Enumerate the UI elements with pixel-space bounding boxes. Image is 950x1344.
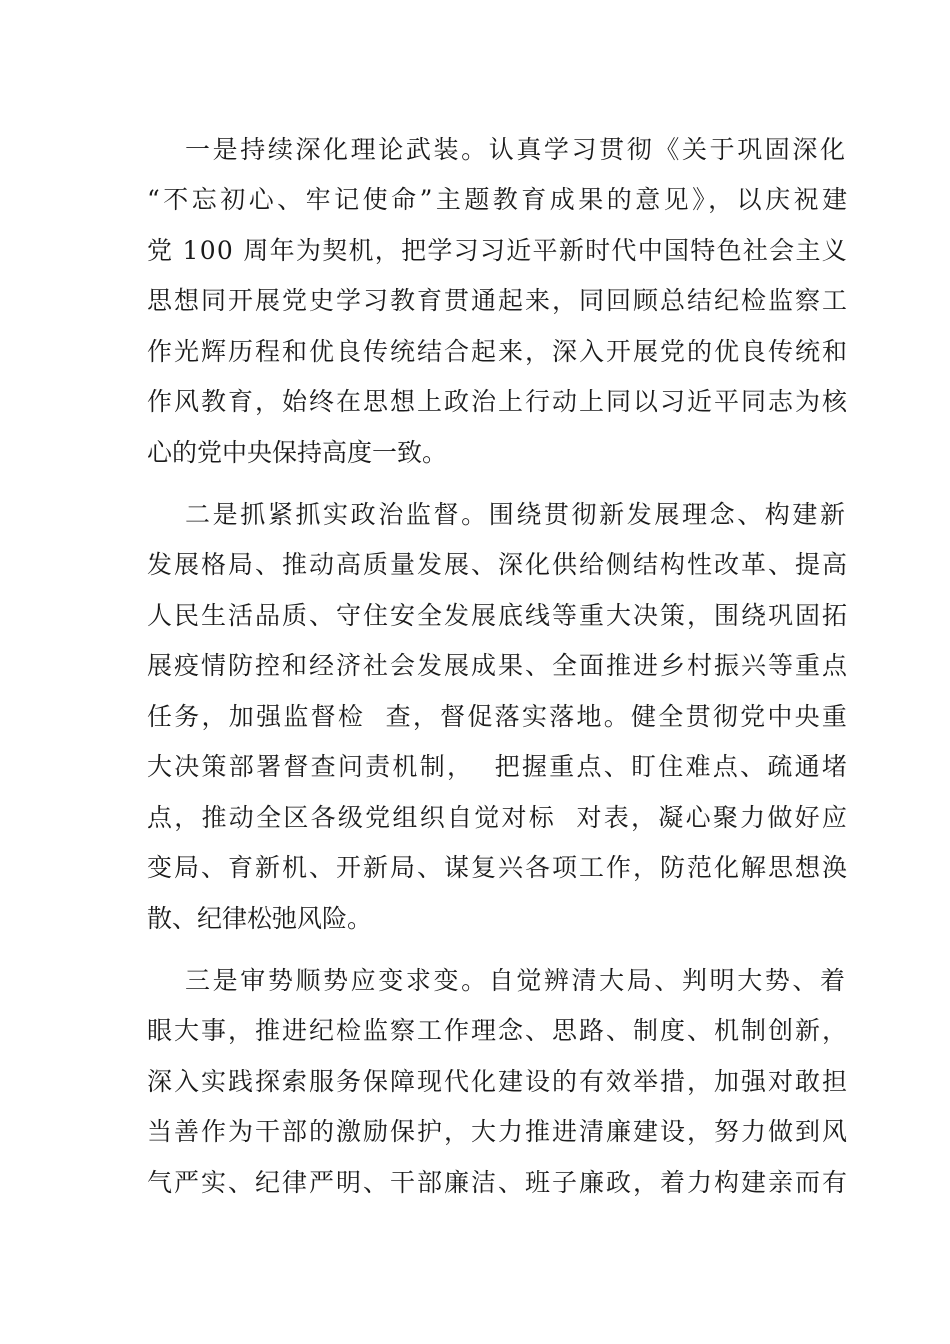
paragraph-1-line-6: 作风教育，始终在思想上政治上行动上同以习近平同志为核 bbox=[147, 387, 850, 416]
paragraph-3-line-5: 气严实、纪律严明、干部廉洁、班子廉政，着力构建亲而有 bbox=[147, 1168, 850, 1197]
paragraph-3-line-4: 当善作为干部的激励保护，大力推进清廉建设，努力做到风 bbox=[147, 1117, 850, 1146]
paragraph-1-line-7: 心的党中央保持高度一致。 bbox=[147, 438, 448, 467]
paragraph-3-line-3: 深入实践探索服务保障现代化建设的有效举措，加强对敢担 bbox=[147, 1067, 850, 1096]
paragraph-2-line-3: 人民生活品质、守住安全发展底线等重大决策，围绕巩固拓 bbox=[147, 601, 850, 630]
paragraph-2-line-6: 大决策部署督查问责机制， 把握重点、盯住难点、疏通堵 bbox=[147, 752, 850, 781]
paragraph-3-line-2: 眼大事，推进纪检监察工作理念、思路、制度、机制创新， bbox=[147, 1016, 850, 1045]
paragraph-1-line-5: 作光辉历程和优良传统结合起来，深入开展党的优良传统和 bbox=[147, 337, 850, 366]
paragraph-2-line-1: 二是抓紧抓实政治监督。围绕贯彻新发展理念、构建新 bbox=[185, 500, 848, 529]
paragraph-2-line-8: 变局、育新机、开新局、谋复兴各项工作，防范化解思想涣 bbox=[147, 853, 850, 882]
paragraph-1-line-1: 一是持续深化理论武装。认真学习贯彻《关于巩固深化 bbox=[185, 135, 848, 164]
paragraph-1-line-4: 思想同开展党史学习教育贯通起来，同回顾总结纪检监察工 bbox=[147, 286, 850, 315]
paragraph-2-line-4: 展疫情防控和经济社会发展成果、全面推进乡村振兴等重点 bbox=[147, 651, 850, 680]
paragraph-2-line-9: 散、纪律松弛风险。 bbox=[147, 904, 373, 933]
paragraph-2-line-7: 点，推动全区各级党组织自觉对标 对表，凝心聚力做好应 bbox=[147, 803, 850, 832]
paragraph-1-line-3: 党 100 周年为契机，把学习习近平新时代中国特色社会主义 bbox=[147, 236, 849, 265]
paragraph-1-line-2: “不忘初心、牢记使命”主题教育成果的意见》，以庆祝建 bbox=[147, 185, 851, 214]
paragraph-2-line-5: 任务，加强监督检 查，督促落实落地。健全贯彻党中央重 bbox=[147, 702, 850, 731]
paragraph-2-line-2: 发展格局、推动高质量发展、深化供给侧结构性改革、提高 bbox=[147, 550, 850, 579]
paragraph-3-line-1: 三是审势顺势应变求变。自觉辨清大局、判明大势、着 bbox=[185, 966, 848, 995]
